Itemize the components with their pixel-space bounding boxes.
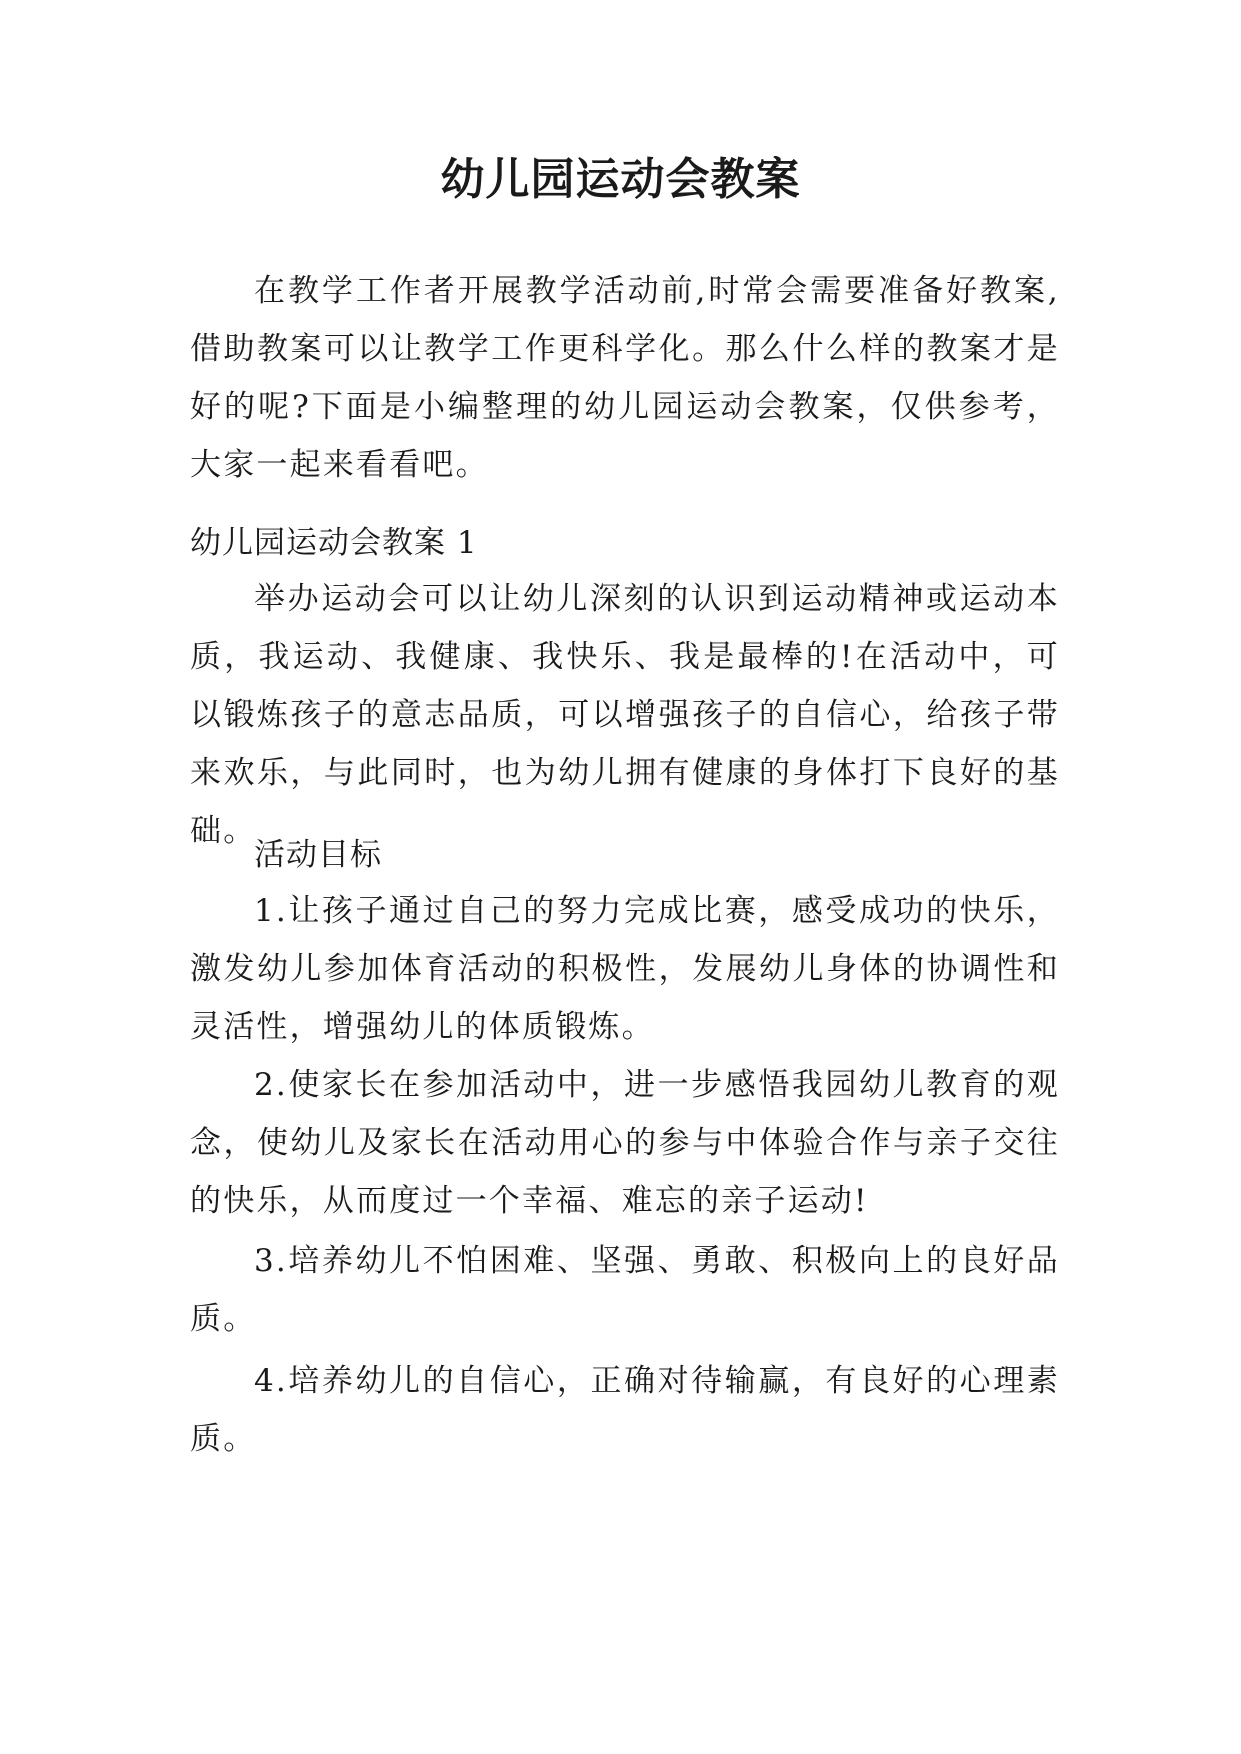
document-title: 幼儿园运动会教案 bbox=[440, 154, 801, 205]
goal-item-2: 2.使家长在参加活动中，进一步感悟我园幼儿教育的观念，使幼儿及家长在活动用心的参与中体验合作与亲子交往的快乐，从而度过一个幸福、难忘的亲子运动! bbox=[190, 1067, 1060, 1219]
intro-paragraph: 在教学工作者开展教学活动前,时常会需要准备好教案,借助教案可以让教学工作更科学化。那么什么样的教案才是好的呢?下面是小编整理的幼儿园运动会教案，仅供参考，大家一起来看看吧。 bbox=[190, 273, 1060, 483]
goal-item-3: 3.培养幼儿不怕困难、坚强、勇敢、积极向上的良好品质。 bbox=[190, 1243, 1060, 1337]
section-heading: 幼儿园运动会教案 1 bbox=[190, 525, 478, 561]
section-intro-paragraph: 举办运动会可以让幼儿深刻的认识到运动精神或运动本质，我运动、我健康、我快乐、我是最棒的!在活动中，可以锻炼孩子的意志品质，可以增强孩子的自信心，给孩子带来欢乐，与此同时，也为幼儿拥有健康的身体打下良好的基础。 bbox=[190, 581, 1060, 849]
goals-heading: 活动目标 bbox=[254, 837, 382, 873]
goal-item-1: 1.让孩子通过自己的努力完成比赛，感受成功的快乐，激发幼儿参加体育活动的积极性，发展幼儿身体的协调性和灵活性，增强幼儿的体质锻炼。 bbox=[190, 893, 1060, 1045]
goal-item-4: 4.培养幼儿的自信心，正确对待输赢，有良好的心理素质。 bbox=[190, 1363, 1060, 1457]
